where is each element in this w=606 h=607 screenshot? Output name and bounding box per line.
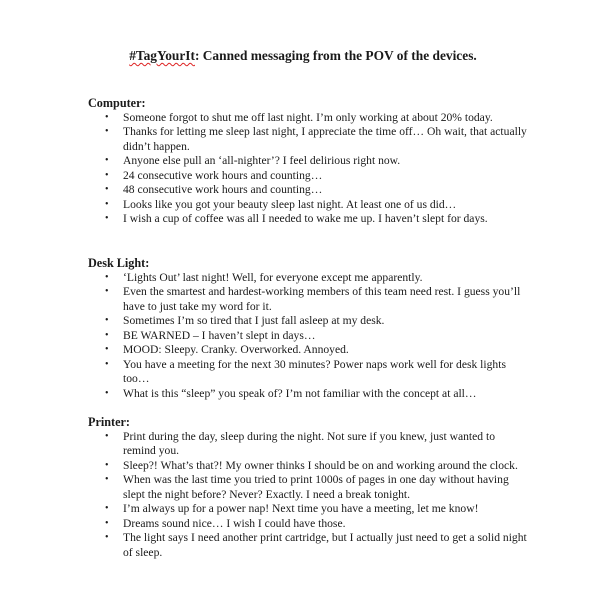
item-text: The light says I need another print cartridge, but I actually just need to get a solid night of sleep. [123,531,527,559]
bullet-icon: • [105,329,109,341]
list-item [88,343,528,358]
item-text: MOOD: Sleepy. Cranky. Overworked. Annoyed. [123,343,349,356]
list-item [88,517,528,532]
section-heading: Printer: [88,415,130,429]
item-text: You have a meeting for the next 30 minutes? Power naps work well for desk lights too… [123,357,506,385]
item-text: ‘Lights Out’ last night! Well, for everyone except me apparently. [123,270,423,284]
bullet-icon: • [105,517,109,529]
bullet-icon: • [105,387,109,399]
list-item [88,198,528,213]
item-text: When was the last time you tried to print 1000s of pages in one day without having slept the night before? Never? Exactly. I need a break tonight. [123,473,509,501]
item-text: Thanks for letting me sleep last night, I appreciate the time off… Oh wait, that actually didn’t happen. [123,125,527,153]
title-rest: : Canned messaging from the POV of the devices. [194,48,477,63]
bullet-icon: • [105,503,109,514]
item-text: I wish a cup of coffee was all I needed to wake me up. I haven’t slept for days. [123,212,488,225]
list-item [88,430,528,459]
list-item [88,387,528,402]
item-text: Print during the day, sleep during the night. Not sure if you knew, just wanted to remind you. [123,429,496,457]
section-heading: Computer: [88,96,146,110]
section-desk-light [88,256,528,401]
section-printer [88,415,528,560]
bullet-icon: • [105,213,109,224]
list-item [88,271,528,286]
list-item [88,531,528,560]
list-item [88,502,528,517]
list-item [88,183,528,198]
item-text: Someone forgot to shut me off last night. I’m only working at about 20% today. [123,110,493,124]
section-heading: Desk Light: [88,256,150,270]
bullet-icon: • [105,126,109,137]
item-text: What is this “sleep” you speak of? I’m not familiar with the concept at all… [123,386,477,400]
item-text: Dreams sound nice… I wish I could have those. [123,516,346,530]
list-item [88,358,528,387]
item-text: Looks like you got your beauty sleep last night. At least one of us did… [123,197,457,211]
bullet-icon: • [105,358,109,370]
section-computer [88,96,528,227]
item-list [88,111,528,227]
item-text: 48 consecutive work hours and counting… [123,183,323,196]
list-item [88,285,528,314]
list-item [88,125,528,154]
bullet-icon: • [105,286,109,297]
bullet-icon: • [105,155,109,166]
title-hashtag: #TagYourIt [129,48,195,63]
item-text: Anyone else pull an ‘all-nighter’? I feel delirious right now. [123,154,401,167]
list-item [88,459,528,474]
bullet-icon: • [105,271,109,283]
item-list [88,430,528,561]
bullet-icon: • [105,474,109,485]
list-item [88,154,528,169]
item-text: Sometimes I’m so tired that I just fall asleep at my desk. [123,314,385,327]
list-item [88,473,528,502]
bullet-icon: • [105,169,109,181]
list-item [88,111,528,126]
page-title [0,47,606,65]
list-item [88,169,528,184]
bullet-icon: • [105,532,109,543]
bullet-icon: • [105,315,109,326]
list-item [88,212,528,227]
bullet-icon: • [105,198,109,210]
item-text: Even the smartest and hardest-working members of this team need rest. I guess you’ll have to just take my word for it. [123,285,521,313]
bullet-icon: • [105,344,109,355]
list-item [88,329,528,344]
item-text: I’m always up for a power nap! Next time you have a meeting, let me know! [123,502,479,515]
bullet-icon: • [105,430,109,442]
item-list [88,271,528,402]
bullet-icon: • [105,459,109,471]
bullet-icon: • [105,111,109,123]
bullet-icon: • [105,184,109,195]
list-item [88,314,528,329]
item-text: 24 consecutive work hours and counting… [123,168,323,182]
item-text: Sleep?! What’s that?! My owner thinks I should be on and working around the clock. [123,458,518,472]
item-text: BE WARNED – I haven’t slept in days… [123,328,316,342]
